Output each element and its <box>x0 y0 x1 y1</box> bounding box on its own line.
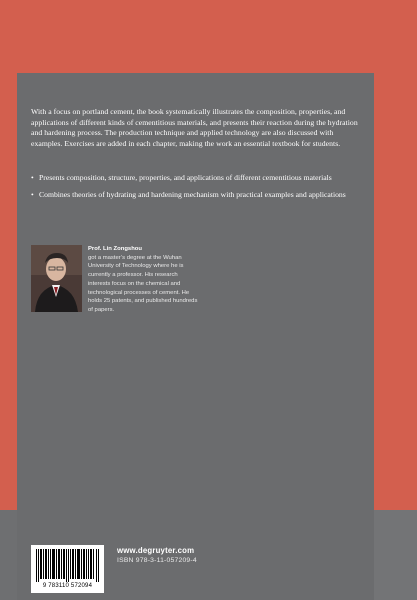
feature-list <box>31 173 361 206</box>
isbn-number: ISBN 978-3-11-057209-4 <box>117 557 197 564</box>
bullet-icon: • <box>31 189 34 199</box>
barcode-number: 9 783110 572094 <box>42 583 93 589</box>
cover-right-strip <box>374 510 417 600</box>
feature-item <box>31 173 361 184</box>
publisher-url: www.degruyter.com <box>117 546 195 555</box>
feature-text: Presents composition, structure, properties, and applications of different cementitious materials <box>39 173 332 182</box>
author-bio-block <box>88 245 198 315</box>
barcode-bars-icon <box>35 549 100 582</box>
barcode <box>31 545 104 593</box>
book-description: With a focus on portland cement, the book systematically illustrates the composition, properties, and applications of different kinds of cementitious materials, and presents their reaction during the hydration and hardening process. The production technique and applied technology are also discussed with examples. Exercises are added in each chapter, making the work an essential textbook for students. <box>31 107 358 148</box>
author-name: Prof. Lin Zongshou <box>88 246 142 252</box>
feature-item <box>31 190 361 201</box>
back-cover-panel <box>17 73 374 600</box>
feature-text: Combines theories of hydrating and hardening mechanism with practical examples and applications <box>39 189 346 199</box>
bullet-icon: • <box>31 173 34 182</box>
publisher-block <box>117 546 197 564</box>
author-bio: got a master’s degree at the Wuhan University of Technology where he is currently a professor. His research interests focus on the chemical and technological processes of cement. He holds 25 patents, and published hundreds of papers. <box>88 254 198 313</box>
author-photo <box>31 245 82 312</box>
